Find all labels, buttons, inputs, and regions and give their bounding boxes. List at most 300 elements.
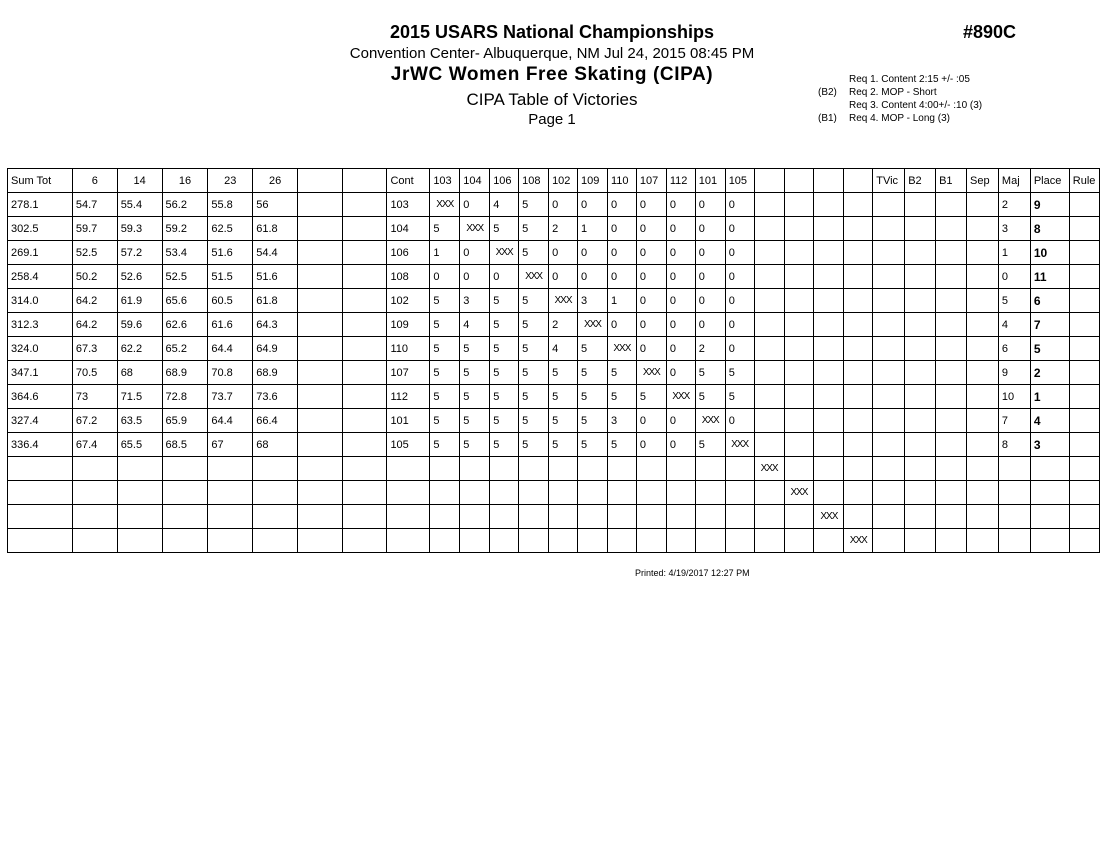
table-cell: 5 bbox=[490, 217, 519, 241]
column-header: 105 bbox=[725, 169, 754, 193]
table-cell: 5 bbox=[519, 217, 549, 241]
table-cell bbox=[636, 505, 666, 529]
table-cell bbox=[936, 361, 967, 385]
table-cell bbox=[387, 457, 430, 481]
column-header: 26 bbox=[253, 169, 298, 193]
table-cell bbox=[117, 481, 162, 505]
table-cell: 101 bbox=[387, 409, 430, 433]
table-cell bbox=[998, 529, 1030, 553]
table-cell bbox=[72, 457, 117, 481]
table-cell: 0 bbox=[725, 241, 754, 265]
table-cell: 54.4 bbox=[253, 241, 298, 265]
table-cell: 110 bbox=[387, 337, 430, 361]
table-cell bbox=[298, 241, 343, 265]
table-cell: 56.2 bbox=[162, 193, 208, 217]
table-cell bbox=[460, 529, 490, 553]
table-cell: 364.6 bbox=[8, 385, 73, 409]
table-cell: 0 bbox=[607, 217, 636, 241]
table-cell: 0 bbox=[666, 361, 695, 385]
table-cell: 0 bbox=[607, 193, 636, 217]
table-cell bbox=[844, 217, 873, 241]
table-cell: 5 bbox=[578, 361, 608, 385]
table-cell bbox=[873, 361, 905, 385]
table-cell bbox=[430, 457, 460, 481]
table-cell bbox=[253, 529, 298, 553]
column-header: Sum Tot bbox=[8, 169, 73, 193]
table-cell bbox=[936, 241, 967, 265]
table-cell bbox=[905, 433, 936, 457]
table-row bbox=[8, 217, 1100, 241]
table-cell: 61.9 bbox=[117, 289, 162, 313]
table-cell bbox=[936, 481, 967, 505]
table-cell bbox=[814, 289, 844, 313]
table-cell bbox=[117, 529, 162, 553]
table-cell bbox=[936, 265, 967, 289]
table-cell bbox=[844, 337, 873, 361]
table-cell: 5 bbox=[549, 361, 578, 385]
table-cell bbox=[298, 313, 343, 337]
table-cell bbox=[8, 529, 73, 553]
table-cell bbox=[814, 217, 844, 241]
place-cell: 4 bbox=[1030, 409, 1069, 433]
column-header: B1 bbox=[936, 169, 967, 193]
table-cell: 347.1 bbox=[8, 361, 73, 385]
table-cell bbox=[754, 505, 784, 529]
table-cell bbox=[844, 433, 873, 457]
table-cell bbox=[607, 505, 636, 529]
requirement-flag: (B2) bbox=[818, 87, 837, 98]
table-cell bbox=[298, 289, 343, 313]
table-cell: 0 bbox=[666, 193, 695, 217]
table-cell bbox=[844, 313, 873, 337]
table-cell bbox=[342, 481, 387, 505]
table-cell: 0 bbox=[636, 337, 666, 361]
table-cell: 324.0 bbox=[8, 337, 73, 361]
table-cell bbox=[1069, 361, 1099, 385]
self-comparison-mark: XXX bbox=[725, 433, 754, 457]
table-cell: 0 bbox=[490, 265, 519, 289]
table-cell bbox=[1069, 265, 1099, 289]
table-cell bbox=[578, 481, 608, 505]
place-cell: 11 bbox=[1030, 265, 1069, 289]
table-cell bbox=[1069, 313, 1099, 337]
table-cell: 5 bbox=[460, 385, 490, 409]
place-cell: 9 bbox=[1030, 193, 1069, 217]
table-cell bbox=[754, 529, 784, 553]
table-cell bbox=[784, 337, 814, 361]
column-header: 110 bbox=[607, 169, 636, 193]
table-cell bbox=[754, 265, 784, 289]
table-cell bbox=[72, 505, 117, 529]
event-title: 2015 USARS National Championships bbox=[389, 22, 715, 42]
table-cell: 5 bbox=[430, 361, 460, 385]
table-cell: 5 bbox=[549, 385, 578, 409]
table-cell bbox=[873, 313, 905, 337]
table-cell: 0 bbox=[636, 193, 666, 217]
column-header: 107 bbox=[636, 169, 666, 193]
table-cell bbox=[873, 337, 905, 361]
table-cell bbox=[936, 313, 967, 337]
table-cell bbox=[298, 337, 343, 361]
table-cell: 57.2 bbox=[117, 241, 162, 265]
table-cell bbox=[966, 505, 998, 529]
table-cell bbox=[905, 361, 936, 385]
table-cell bbox=[844, 385, 873, 409]
table-cell bbox=[695, 529, 725, 553]
table-cell: 62.5 bbox=[208, 217, 253, 241]
table-cell: 64.2 bbox=[72, 289, 117, 313]
table-cell: 0 bbox=[695, 289, 725, 313]
table-row bbox=[8, 337, 1100, 361]
table-cell bbox=[966, 385, 998, 409]
requirement-text: Req 2. MOP - Short bbox=[849, 87, 937, 98]
table-cell bbox=[966, 433, 998, 457]
table-cell bbox=[814, 481, 844, 505]
table-cell: 0 bbox=[725, 409, 754, 433]
table-cell bbox=[905, 289, 936, 313]
table-cell bbox=[1069, 193, 1099, 217]
table-cell bbox=[117, 457, 162, 481]
table-cell bbox=[695, 457, 725, 481]
table-cell bbox=[784, 433, 814, 457]
requirement-text: Req 4. MOP - Long (3) bbox=[849, 113, 950, 124]
table-cell bbox=[342, 241, 387, 265]
table-cell: 67.2 bbox=[72, 409, 117, 433]
column-header bbox=[784, 169, 814, 193]
table-cell bbox=[966, 217, 998, 241]
self-comparison-mark: XXX bbox=[636, 361, 666, 385]
table-cell bbox=[936, 529, 967, 553]
table-cell bbox=[844, 481, 873, 505]
table-cell bbox=[905, 385, 936, 409]
table-cell: 0 bbox=[666, 241, 695, 265]
column-header: B2 bbox=[905, 169, 936, 193]
table-cell: 0 bbox=[725, 313, 754, 337]
table-cell bbox=[298, 529, 343, 553]
column-header bbox=[754, 169, 784, 193]
table-cell: 10 bbox=[998, 385, 1030, 409]
table-cell bbox=[117, 505, 162, 529]
table-header-row bbox=[8, 169, 1100, 193]
table-cell: 0 bbox=[725, 217, 754, 241]
table-cell bbox=[460, 481, 490, 505]
event-id: #890C bbox=[963, 22, 1017, 42]
table-cell bbox=[754, 481, 784, 505]
column-header: 102 bbox=[549, 169, 578, 193]
table-cell bbox=[1069, 217, 1099, 241]
table-cell bbox=[460, 505, 490, 529]
table-cell bbox=[430, 481, 460, 505]
table-cell bbox=[725, 481, 754, 505]
table-cell bbox=[873, 385, 905, 409]
table-cell bbox=[905, 409, 936, 433]
table-cell bbox=[936, 505, 967, 529]
table-cell bbox=[936, 337, 967, 361]
self-comparison-mark: XXX bbox=[814, 505, 844, 529]
table-cell: 107 bbox=[387, 361, 430, 385]
column-header: 14 bbox=[117, 169, 162, 193]
table-of-victories bbox=[7, 168, 1100, 553]
table-cell bbox=[636, 529, 666, 553]
printed-timestamp: Printed: 4/19/2017 12:27 PM bbox=[635, 568, 750, 578]
table-cell bbox=[873, 241, 905, 265]
column-header: Sep bbox=[966, 169, 998, 193]
table-cell: 5 bbox=[430, 433, 460, 457]
table-cell bbox=[784, 529, 814, 553]
table-cell bbox=[490, 529, 519, 553]
table-cell bbox=[844, 361, 873, 385]
column-header: 23 bbox=[208, 169, 253, 193]
competition-title: JrWC Women Free Skating (CIPA) bbox=[390, 64, 714, 85]
table-cell: 63.5 bbox=[117, 409, 162, 433]
table-cell: 5 bbox=[636, 385, 666, 409]
table-row bbox=[8, 505, 1100, 529]
table-cell: 64.3 bbox=[253, 313, 298, 337]
table-cell bbox=[298, 385, 343, 409]
table-cell bbox=[844, 457, 873, 481]
table-cell: 68.9 bbox=[162, 361, 208, 385]
table-cell: 68.5 bbox=[162, 433, 208, 457]
place-cell: 5 bbox=[1030, 337, 1069, 361]
table-cell: 0 bbox=[695, 217, 725, 241]
table-cell: 0 bbox=[549, 241, 578, 265]
table-cell: 54.7 bbox=[72, 193, 117, 217]
table-cell: 3 bbox=[578, 289, 608, 313]
table-row bbox=[8, 385, 1100, 409]
table-cell bbox=[342, 529, 387, 553]
place-cell bbox=[1030, 457, 1069, 481]
table-cell bbox=[873, 529, 905, 553]
table-cell bbox=[578, 457, 608, 481]
table-cell: 51.6 bbox=[253, 265, 298, 289]
place-cell: 6 bbox=[1030, 289, 1069, 313]
table-cell bbox=[298, 433, 343, 457]
self-comparison-mark: XXX bbox=[578, 313, 608, 337]
table-cell bbox=[1069, 433, 1099, 457]
place-cell: 1 bbox=[1030, 385, 1069, 409]
table-cell bbox=[725, 457, 754, 481]
requirement-text: Req 3. Content 4:00+/- :10 (3) bbox=[849, 100, 983, 111]
table-cell bbox=[342, 217, 387, 241]
column-header: 16 bbox=[162, 169, 208, 193]
table-cell: 5 bbox=[430, 337, 460, 361]
table-cell bbox=[342, 289, 387, 313]
column-header bbox=[298, 169, 343, 193]
table-cell: 0 bbox=[460, 193, 490, 217]
table-cell: 5 bbox=[725, 361, 754, 385]
table-cell: 5 bbox=[490, 313, 519, 337]
table-cell: 8 bbox=[998, 433, 1030, 457]
table-cell: 5 bbox=[519, 361, 549, 385]
table-cell bbox=[519, 529, 549, 553]
table-cell bbox=[208, 505, 253, 529]
table-cell bbox=[607, 481, 636, 505]
table-cell bbox=[966, 313, 998, 337]
table-cell: 5 bbox=[578, 409, 608, 433]
table-cell: 0 bbox=[695, 193, 725, 217]
table-cell bbox=[1069, 337, 1099, 361]
place-cell: 3 bbox=[1030, 433, 1069, 457]
table-cell bbox=[72, 529, 117, 553]
table-cell bbox=[298, 505, 343, 529]
table-cell bbox=[298, 457, 343, 481]
self-comparison-mark: XXX bbox=[784, 481, 814, 505]
requirement-flag: (B1) bbox=[818, 113, 837, 124]
table-cell: 59.6 bbox=[117, 313, 162, 337]
table-cell bbox=[162, 529, 208, 553]
table-cell: 0 bbox=[578, 241, 608, 265]
column-header: Place bbox=[1030, 169, 1069, 193]
table-cell bbox=[873, 481, 905, 505]
table-cell bbox=[666, 529, 695, 553]
table-cell: 0 bbox=[998, 265, 1030, 289]
table-cell bbox=[873, 289, 905, 313]
venue-date: Convention Center- Albuquerque, NM Jul 24, 2015 08:45 PM bbox=[349, 45, 755, 62]
table-cell bbox=[387, 481, 430, 505]
table-cell: 4 bbox=[490, 193, 519, 217]
column-header: 109 bbox=[578, 169, 608, 193]
table-cell: 5 bbox=[998, 289, 1030, 313]
self-comparison-mark: XXX bbox=[549, 289, 578, 313]
table-cell: 5 bbox=[549, 433, 578, 457]
table-cell: 1 bbox=[607, 289, 636, 313]
table-cell: 0 bbox=[636, 409, 666, 433]
table-cell bbox=[1069, 481, 1099, 505]
table-cell: 278.1 bbox=[8, 193, 73, 217]
table-cell: 64.4 bbox=[208, 409, 253, 433]
table-cell: 3 bbox=[607, 409, 636, 433]
table-cell bbox=[873, 433, 905, 457]
table-cell: 62.6 bbox=[162, 313, 208, 337]
table-cell: 5 bbox=[578, 433, 608, 457]
table-cell: 66.4 bbox=[253, 409, 298, 433]
table-cell: 5 bbox=[578, 385, 608, 409]
table-cell: 5 bbox=[490, 289, 519, 313]
table-cell bbox=[298, 217, 343, 241]
table-cell bbox=[519, 457, 549, 481]
table-cell bbox=[936, 217, 967, 241]
table-cell: 3 bbox=[998, 217, 1030, 241]
table-cell: 3 bbox=[460, 289, 490, 313]
column-header: TVic bbox=[873, 169, 905, 193]
table-cell bbox=[342, 457, 387, 481]
table-cell bbox=[966, 289, 998, 313]
table-cell: 73 bbox=[72, 385, 117, 409]
table-cell: 0 bbox=[549, 193, 578, 217]
table-cell bbox=[208, 481, 253, 505]
requirement-text: Req 1. Content 2:15 +/- :05 bbox=[849, 74, 970, 85]
table-cell: 61.8 bbox=[253, 217, 298, 241]
column-header bbox=[342, 169, 387, 193]
table-cell: 68.9 bbox=[253, 361, 298, 385]
table-cell: 0 bbox=[666, 337, 695, 361]
requirement-flag bbox=[818, 73, 849, 86]
table-cell: 2 bbox=[998, 193, 1030, 217]
table-cell bbox=[998, 481, 1030, 505]
table-cell bbox=[844, 265, 873, 289]
table-cell: 1 bbox=[578, 217, 608, 241]
table-cell: 52.5 bbox=[72, 241, 117, 265]
table-cell: 53.4 bbox=[162, 241, 208, 265]
requirements-list bbox=[818, 73, 982, 125]
table-cell: 0 bbox=[549, 265, 578, 289]
table-cell bbox=[905, 457, 936, 481]
table-cell bbox=[387, 505, 430, 529]
table-cell: 65.6 bbox=[162, 289, 208, 313]
table-cell bbox=[1069, 385, 1099, 409]
table-cell bbox=[387, 529, 430, 553]
table-cell: 0 bbox=[430, 265, 460, 289]
table-cell bbox=[814, 241, 844, 265]
table-cell: 105 bbox=[387, 433, 430, 457]
table-cell bbox=[549, 529, 578, 553]
table-cell: 71.5 bbox=[117, 385, 162, 409]
table-cell: 108 bbox=[387, 265, 430, 289]
table-cell bbox=[905, 265, 936, 289]
table-cell: 64.9 bbox=[253, 337, 298, 361]
table-cell bbox=[607, 457, 636, 481]
self-comparison-mark: XXX bbox=[519, 265, 549, 289]
table-cell bbox=[342, 337, 387, 361]
table-cell: 52.6 bbox=[117, 265, 162, 289]
table-cell: 4 bbox=[549, 337, 578, 361]
table-cell: 59.7 bbox=[72, 217, 117, 241]
table-cell: 0 bbox=[636, 313, 666, 337]
table-cell: 5 bbox=[490, 337, 519, 361]
table-row bbox=[8, 193, 1100, 217]
table-cell bbox=[936, 409, 967, 433]
table-cell bbox=[162, 481, 208, 505]
table-cell bbox=[1069, 289, 1099, 313]
table-cell: 5 bbox=[607, 361, 636, 385]
page-number: Page 1 bbox=[528, 111, 576, 128]
table-cell: 60.5 bbox=[208, 289, 253, 313]
table-row bbox=[8, 361, 1100, 385]
table-cell bbox=[754, 289, 784, 313]
table-cell bbox=[725, 505, 754, 529]
table-cell: 0 bbox=[695, 313, 725, 337]
table-row bbox=[8, 265, 1100, 289]
table-row bbox=[8, 241, 1100, 265]
self-comparison-mark: XXX bbox=[430, 193, 460, 217]
table-cell bbox=[666, 505, 695, 529]
self-comparison-mark: XXX bbox=[666, 385, 695, 409]
table-row bbox=[8, 481, 1100, 505]
table-cell: 2 bbox=[549, 217, 578, 241]
table-cell bbox=[754, 217, 784, 241]
table-cell: 0 bbox=[460, 241, 490, 265]
table-cell: 51.6 bbox=[208, 241, 253, 265]
table-cell: 55.8 bbox=[208, 193, 253, 217]
table-cell bbox=[754, 193, 784, 217]
column-header: Maj bbox=[998, 169, 1030, 193]
table-cell bbox=[936, 433, 967, 457]
requirement-row bbox=[818, 73, 982, 86]
table-cell bbox=[905, 505, 936, 529]
table-cell: 5 bbox=[607, 433, 636, 457]
table-cell: 0 bbox=[607, 265, 636, 289]
column-header: 101 bbox=[695, 169, 725, 193]
table-cell bbox=[814, 433, 844, 457]
table-cell bbox=[998, 505, 1030, 529]
table-cell: 5 bbox=[519, 337, 549, 361]
table-cell bbox=[754, 409, 784, 433]
table-cell: 5 bbox=[430, 217, 460, 241]
column-header: Rule bbox=[1069, 169, 1099, 193]
table-cell bbox=[666, 457, 695, 481]
table-cell bbox=[460, 457, 490, 481]
table-cell bbox=[754, 337, 784, 361]
